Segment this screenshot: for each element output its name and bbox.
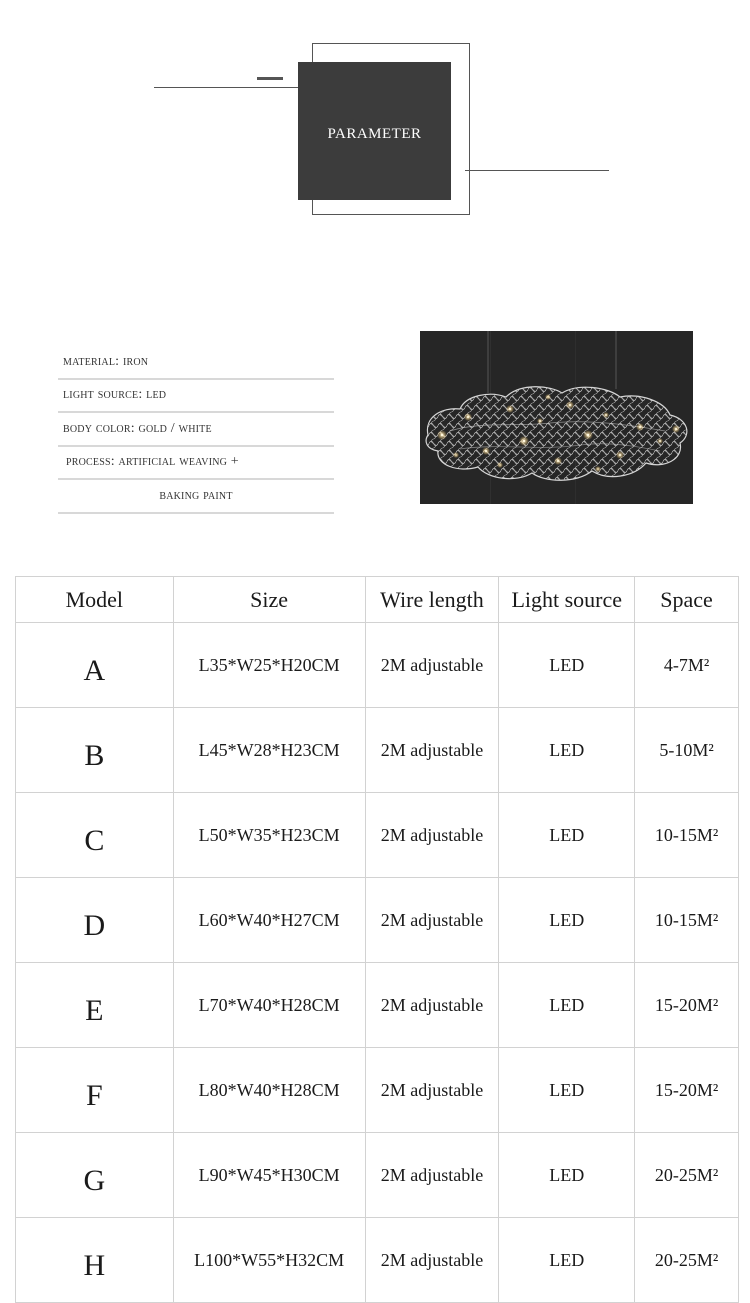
cell-model: D <box>16 878 174 963</box>
cell-size: L35*W25*H20CM <box>173 623 365 708</box>
cell-space: 4-7M² <box>635 623 739 708</box>
table-row <box>16 963 739 1048</box>
header-model: Model <box>16 577 174 623</box>
cell-light: LED <box>499 963 635 1048</box>
cell-light: LED <box>499 1218 635 1303</box>
cell-size: L100*W55*H32CM <box>173 1218 365 1303</box>
cell-wire: 2M adjustable <box>365 708 499 793</box>
cell-space: 15-20M² <box>635 963 739 1048</box>
cell-model: C <box>16 793 174 878</box>
cell-light: LED <box>499 878 635 963</box>
spec-light-source: light source: led <box>58 380 334 414</box>
cell-light: LED <box>499 623 635 708</box>
cell-model: E <box>16 963 174 1048</box>
cell-size: L50*W35*H23CM <box>173 793 365 878</box>
spec-process-cont: baking paint <box>58 480 334 514</box>
cell-size: L60*W40*H27CM <box>173 878 365 963</box>
cell-size: L70*W40*H28CM <box>173 963 365 1048</box>
table-row <box>16 708 739 793</box>
cell-space: 20-25M² <box>635 1218 739 1303</box>
cell-size: L80*W40*H28CM <box>173 1048 365 1133</box>
cell-size: L45*W28*H23CM <box>173 708 365 793</box>
cell-space: 10-15M² <box>635 793 739 878</box>
cell-model: G <box>16 1133 174 1218</box>
spec-list <box>58 346 334 514</box>
cell-wire: 2M adjustable <box>365 1218 499 1303</box>
header-light-source: Light source <box>499 577 635 623</box>
cell-wire: 2M adjustable <box>365 623 499 708</box>
table-row <box>16 878 739 963</box>
header-size: Size <box>173 577 365 623</box>
cell-wire: 2M adjustable <box>365 1133 499 1218</box>
spec-table <box>15 576 739 1303</box>
cell-model: A <box>16 623 174 708</box>
header-box <box>298 62 451 200</box>
header-space: Space <box>635 577 739 623</box>
cell-light: LED <box>499 708 635 793</box>
header-line-left <box>154 87 298 88</box>
cell-wire: 2M adjustable <box>365 878 499 963</box>
table-row <box>16 793 739 878</box>
cell-model: F <box>16 1048 174 1133</box>
cell-light: LED <box>499 1048 635 1133</box>
spec-process: process: artificial weaving + <box>58 447 334 481</box>
spec-material: material: iron <box>58 346 334 380</box>
table-row <box>16 1133 739 1218</box>
cell-size: L90*W45*H30CM <box>173 1133 365 1218</box>
table-row <box>16 1218 739 1303</box>
cell-space: 20-25M² <box>635 1133 739 1218</box>
cell-space: 15-20M² <box>635 1048 739 1133</box>
cell-wire: 2M adjustable <box>365 963 499 1048</box>
spec-body-color: body color: gold / white <box>58 413 334 447</box>
header-wire-length: Wire length <box>365 577 499 623</box>
cell-model: B <box>16 708 174 793</box>
cell-model: H <box>16 1218 174 1303</box>
cell-wire: 2M adjustable <box>365 793 499 878</box>
table-header-row <box>16 577 739 623</box>
header-dash <box>257 77 283 80</box>
cell-light: LED <box>499 1133 635 1218</box>
cell-space: 10-15M² <box>635 878 739 963</box>
table-row <box>16 623 739 708</box>
header-line-right <box>465 170 609 171</box>
cloud-chandelier-image <box>420 331 693 504</box>
cell-wire: 2M adjustable <box>365 1048 499 1133</box>
cell-space: 5-10M² <box>635 708 739 793</box>
cell-light: LED <box>499 793 635 878</box>
product-photo <box>420 331 693 504</box>
page-title: parameter <box>327 118 422 143</box>
table-row <box>16 1048 739 1133</box>
